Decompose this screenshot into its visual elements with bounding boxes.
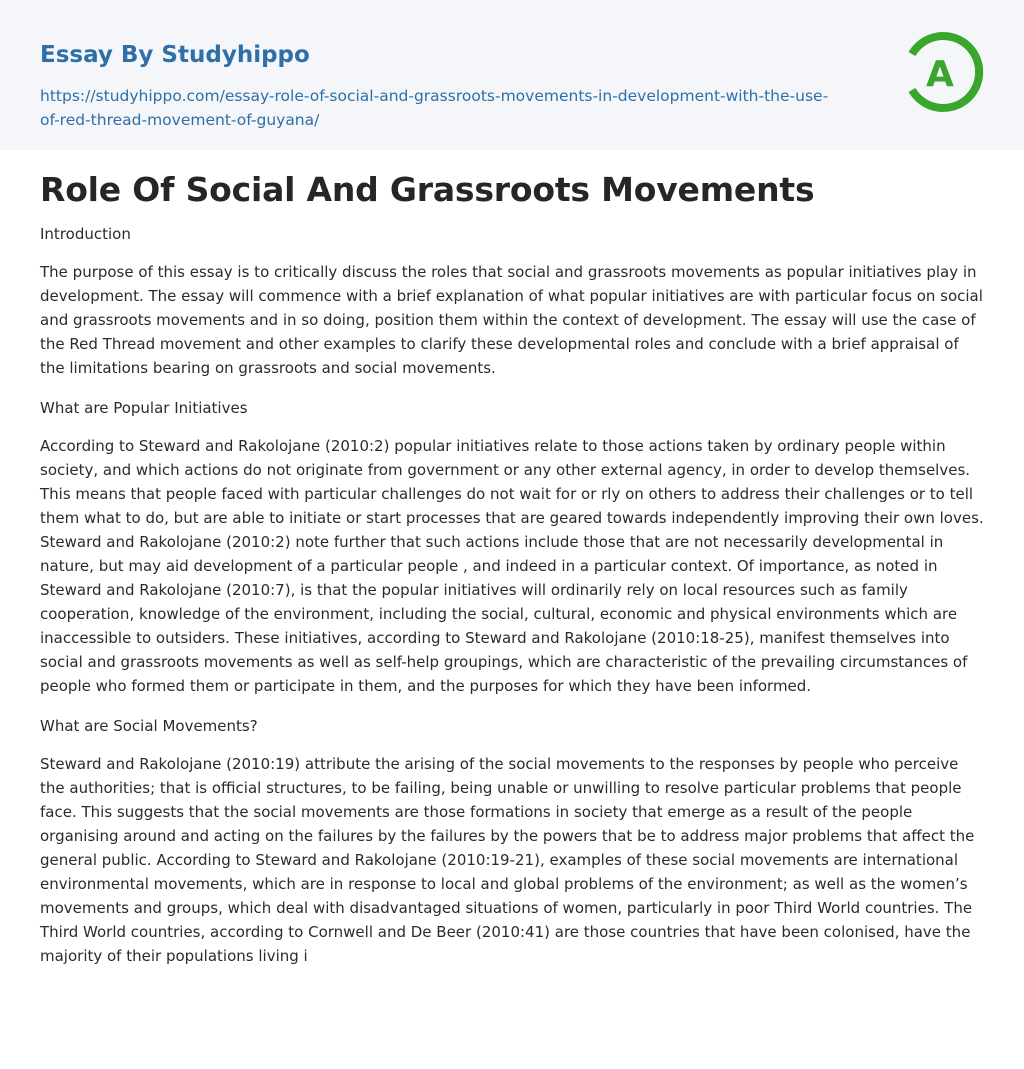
site-header	[0, 0, 1024, 150]
section-heading-introduction: Introduction	[40, 225, 131, 243]
paragraph-popular-initiatives: According to Steward and Rakolojane (2010:2) popular initiatives relate to those actions taken by ordinary people within society, and which actions do not originate from government or any other external agency, in order to develop themselves. This means that people faced with particular challenges do not wait for or rly on others to address their challenges or to tell them what to do, but are able to initiate or start processes that are geared towards independently improving their own loves. Steward and Rakolojane (2010:2) note further that such actions include those that are not necessarily developmental in nature, but may aid development of a particular people , and indeed in a particular context. Of importance, as noted in Steward and Rakolojane (2010:7), is that the popular initiatives will ordinarily rely on local resources such as family cooperation, knowledge of the environment, including the social, cultural, economic and physical environments which are inaccessible to outsiders. These initiatives, according to Steward and Rakolojane (2010:18-25), manifest themselves into social and grassroots movements as well as self-help groupings, which are characteristic of the prevailing circumstances of people who formed them or participate in them, and the purposes for which they have been informed.	[40, 437, 984, 695]
paragraph-social-movements: Steward and Rakolojane (2010:19) attribute the arising of the social movements to the responses by people who perceive the authorities; that is official structures, to be failing, being unable or unwilling to resolve particular problems that people face. This suggests that the social movements are those formations in society that emerge as a result of the people organising around and acting on the failures by the failures by the powers that be to address major problems that affect the general public. According to Steward and Rakolojane (2010:19-21), examples of these social movements are international environmental movements, which are in response to local and global problems of the environment; as well as the women’s movements and groups, which deal with disadvantaged situations of women, particularly in poor Third World countries. The Third World countries, according to Cornwell and De Beer (2010:41) are those countries that have been colonised, have the majority of their populations living i	[40, 755, 975, 965]
article	[0, 170, 1024, 968]
section-heading-popular-initiatives: What are Popular Initiatives	[40, 399, 248, 417]
paragraph-introduction: The purpose of this essay is to critically discuss the roles that social and grassroots movements as popular initiatives play in development. The essay will commence with a brief explanation of what popular initiatives are with particular focus on social and grassroots movements and in so doing, position them within the context of development. The essay will use the case of the Red Thread movement and other examples to clarify these developmental roles and conclude with a brief appraisal of the limitations bearing on grassroots and social movements.	[40, 263, 983, 377]
studyhippo-logo-icon[interactable]	[900, 30, 984, 114]
essay-url-link[interactable]: https://studyhippo.com/essay-role-of-social-and-grassroots-movements-in-development-with-the-use-of-red-thread-movement-of-guyana/	[40, 87, 829, 129]
article-title: Role Of Social And Grassroots Movements	[40, 170, 815, 209]
section-heading-social-movements: What are Social Movements?	[40, 717, 258, 735]
logo-letter: A	[926, 54, 954, 95]
brand-title[interactable]: Essay By Studyhippo	[40, 42, 310, 68]
